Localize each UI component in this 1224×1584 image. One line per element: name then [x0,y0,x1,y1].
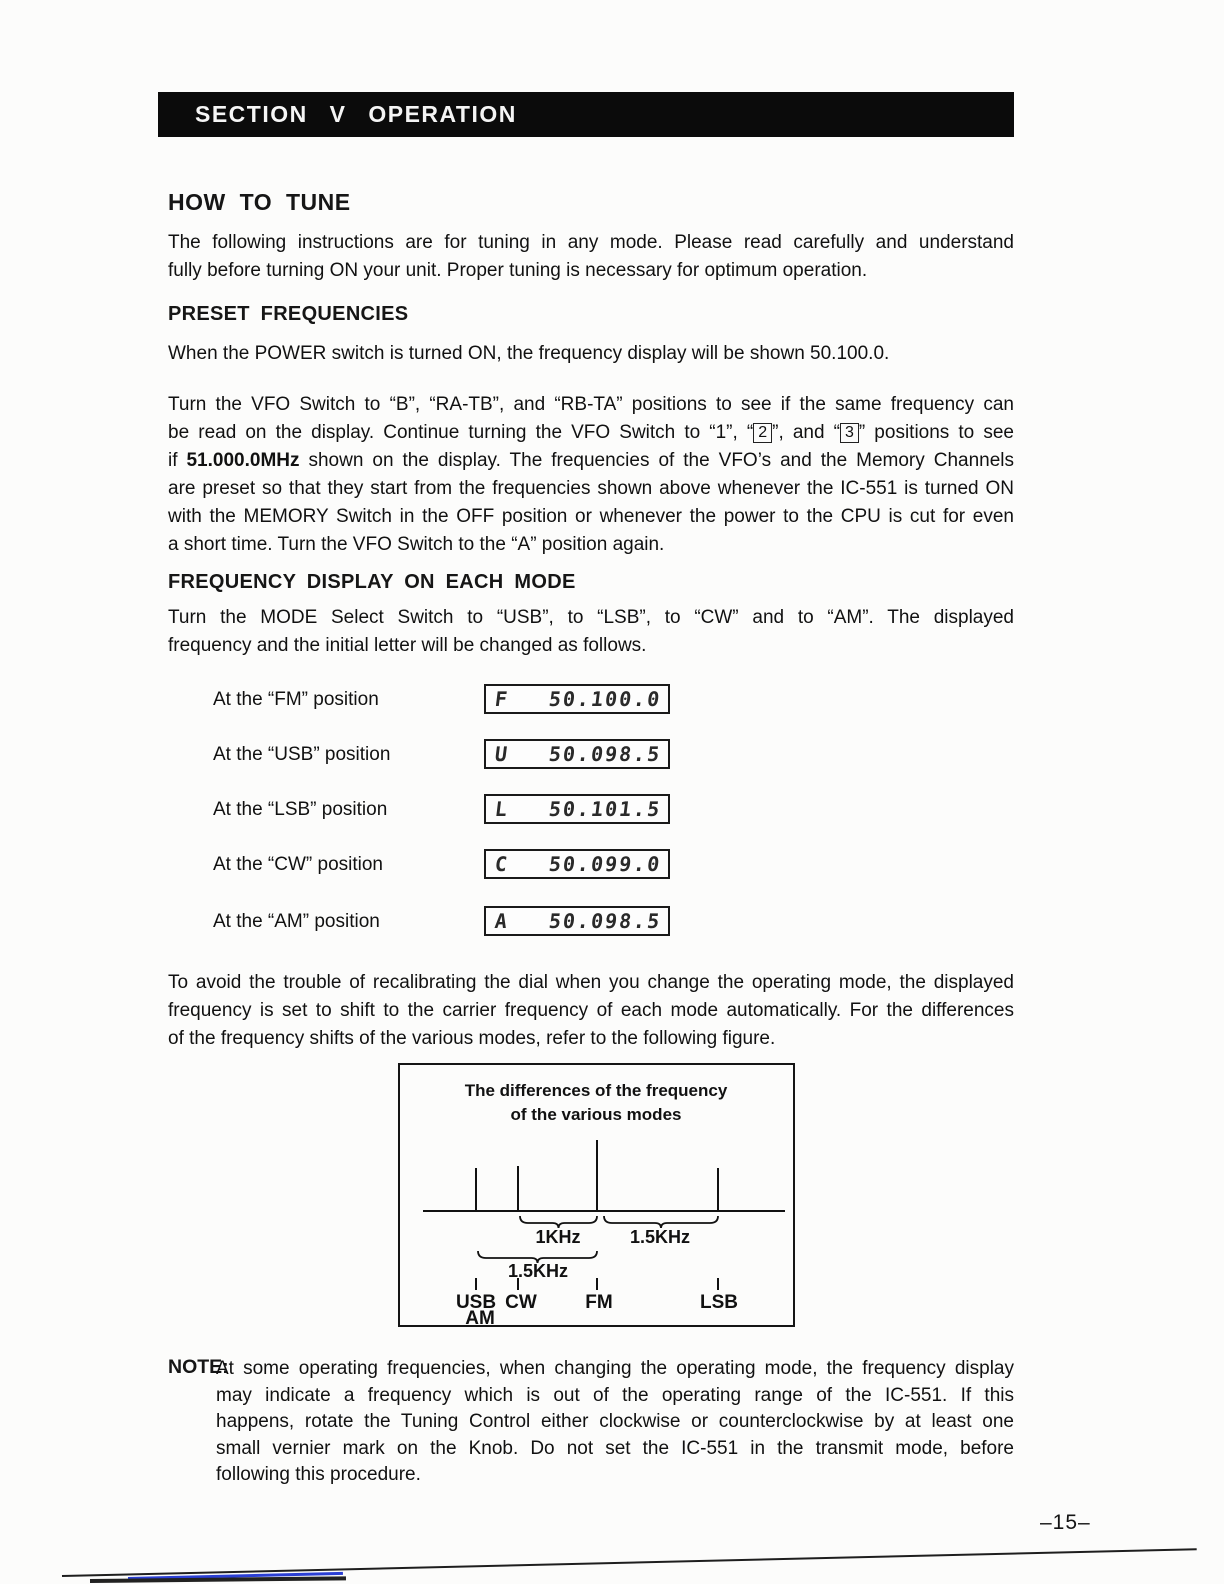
frequency-readout: 50.100.0 [547,687,663,711]
text-segment: be read on the display. Continue turning the VFO Switch to “1”, “ [168,422,754,443]
text-line: fully before turning ON your unit. Proper tuning is necessary for optimum operation. [168,260,868,281]
text-line: At some operating frequencies, when changing the operating mode, the frequency display [216,1358,1014,1379]
seven-segment-display [484,739,670,769]
text-line: When the POWER switch is turned ON, the frequency display will be shown 50.100.0. [168,343,890,364]
mode-letter: A [493,909,509,933]
text-line: frequency is set to shift to the carrier frequency of each mode automatically. For the differences [168,1000,1014,1021]
note-paragraph [216,1356,1014,1489]
frequency-readout: 50.098.5 [547,909,663,933]
seven-segment-display [484,794,670,824]
power-on-paragraph [168,340,1014,368]
page-number: –15– [1040,1511,1091,1534]
section-title: SECTION V OPERATION [195,101,517,127]
display-row-fm [168,684,728,716]
text-line: may indicate a frequency which is out of the operating range of the IC-551. If this [216,1384,1014,1406]
text-line: frequency and the initial letter will be changed as follows. [168,635,647,656]
text-line [168,447,1014,475]
text-line: Turn the VFO Switch to “B”, “RA-TB”, and “RB-TA” positions to see if the same frequency can [168,394,1014,415]
frequency-differences-diagram [400,1065,793,1325]
note-label: NOTE: [168,1356,229,1378]
text-segment: shown on the display. The frequencies of the VFO’s and the Memory Channels [308,450,1015,471]
text-line: Turn the MODE Select Switch to “USB”, to “LSB”, to “CW” and to “AM”. The displayed [168,607,1014,628]
mode-letter: L [493,797,509,821]
display-row-am [168,906,728,938]
text-line: a short time. Turn the VFO Switch to the “A” position again. [168,534,665,555]
display-row-label: At the “FM” position [213,689,379,710]
seven-segment-display [484,906,670,936]
mode-letter: C [493,852,509,876]
frequency-readout: 50.098.5 [547,742,663,766]
text-line: happens, rotate the Tuning Control either clockwise or counterclockwise by at least one [216,1411,1014,1433]
text-line: of the frequency shifts of the various modes, refer to the following figure. [168,1028,776,1049]
frequency-display-heading: FREQUENCY DISPLAY ON EACH MODE [168,571,576,593]
figure-title-line2: of the various modes [510,1105,682,1124]
span-label-1khz: 1KHz [535,1227,581,1247]
span-label-1-5khz-right: 1.5KHz [629,1227,691,1247]
section-header-bar [158,92,1014,137]
text-line: To avoid the trouble of recalibrating the dial when you change the operating mode, the displayed [168,972,1014,993]
lsb-label: LSB [700,1292,738,1313]
page-title: HOW TO TUNE [168,189,351,215]
seven-segment-display [484,684,670,714]
vfo-switch-paragraph [168,391,1014,559]
text-line: small vernier mark on the Knob. Do not set the IC-551 in the transmit mode, before [216,1437,1014,1459]
mode-select-paragraph [168,604,1014,660]
usb-label: USB [455,1292,497,1313]
mode-letter: U [493,742,509,766]
display-row-lsb [168,794,728,826]
text-line: following this procedure. [216,1464,421,1486]
span-label-1-5khz-left: 1.5KHz [507,1261,569,1281]
intro-paragraph [168,229,1014,285]
text-line: The following instructions are for tuning in any mode. Please read carefully and understand [168,232,1014,253]
display-row-label: At the “USB” position [213,744,391,765]
carrier-shift-paragraph [168,969,1014,1053]
text-line [168,419,1014,447]
preset-frequency-value: 51.000.0MHz [186,450,300,471]
cw-label: CW [505,1292,537,1313]
display-row-label: At the “AM” position [213,911,380,932]
text-line: are preset so that they start from the frequencies shown above whenever the IC-551 is turned ON [168,478,1014,499]
text-segment: ” positions to see [858,422,1014,443]
figure-title-line1: The differences of the frequency [464,1081,728,1100]
frequency-readout: 50.101.5 [547,797,663,821]
text-line: with the MEMORY Switch in the OFF position or whenever the power to the CPU is cut for even [168,506,1014,527]
boxed-number-3: 3 [840,423,859,443]
text-segment: ”, and “ [772,422,840,443]
display-row-cw [168,849,728,881]
mode-letter: F [493,687,509,711]
am-label: AM [465,1308,495,1325]
display-row-label: At the “CW” position [213,854,383,875]
preset-frequencies-heading: PRESET FREQUENCIES [168,303,409,325]
frequency-differences-figure [398,1063,795,1327]
scan-artifact-line [62,1548,1197,1577]
display-row-label: At the “LSB” position [213,799,388,820]
seven-segment-display [484,849,670,879]
frequency-readout: 50.099.0 [547,852,663,876]
display-row-usb [168,739,728,771]
text-segment: if [168,450,178,471]
boxed-number-2: 2 [753,423,772,443]
fm-label: FM [585,1292,613,1313]
